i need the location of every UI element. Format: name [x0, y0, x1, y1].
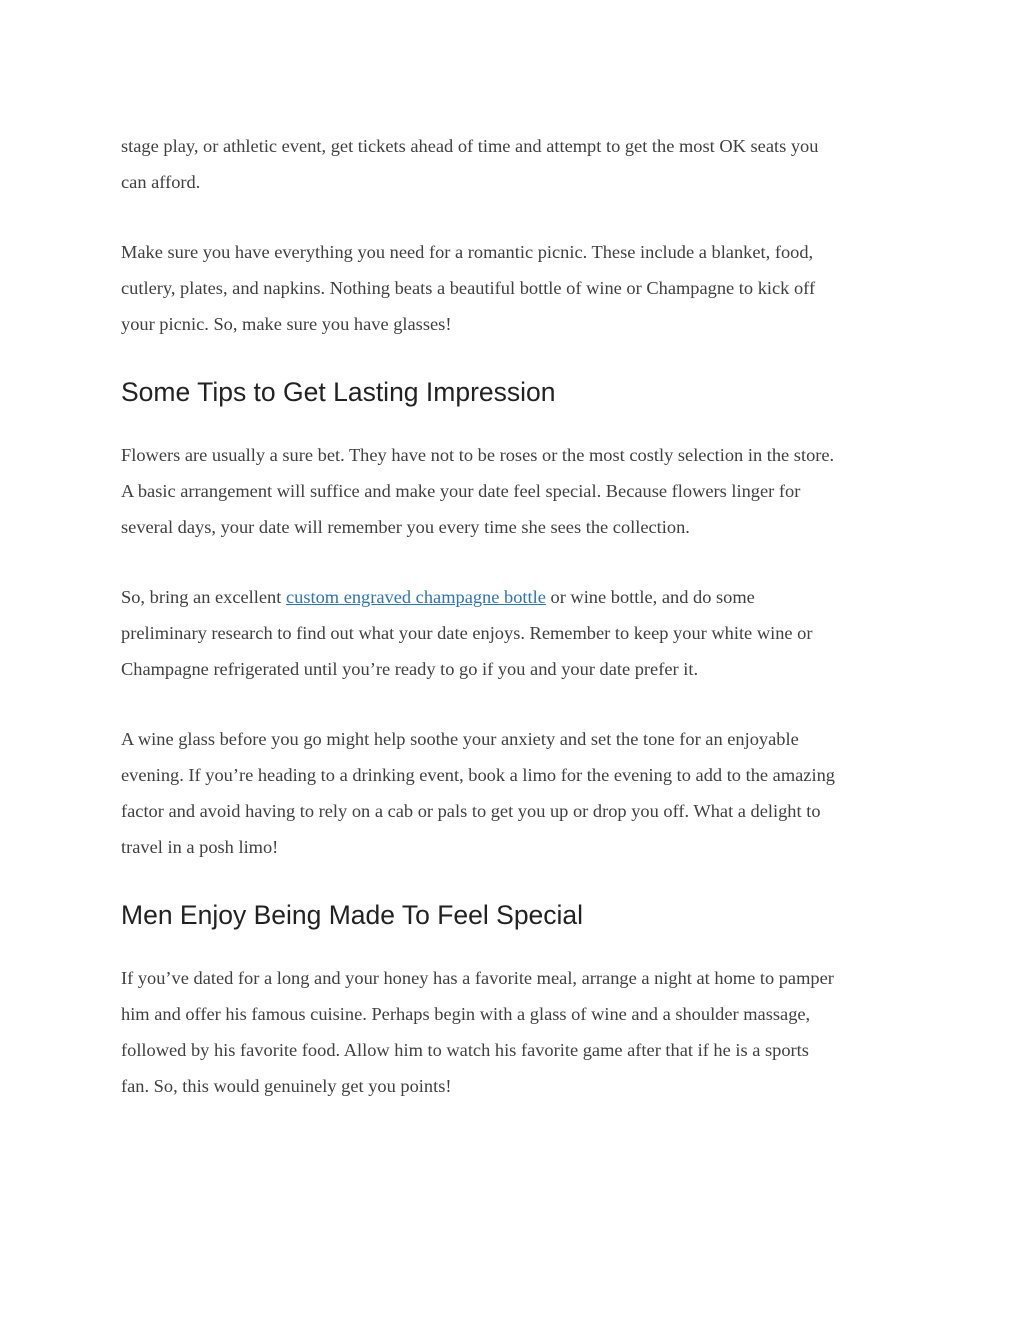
- paragraph-spacer: [121, 687, 911, 721]
- paragraph-champagne: [121, 579, 911, 687]
- text-line: fan. So, this would genuinely get you points!: [121, 1076, 452, 1096]
- text-segment: So, bring an excellent: [121, 587, 286, 607]
- text-line: preliminary research to find out what your date enjoys. Remember to keep your white wine or: [121, 623, 813, 643]
- text-line: your picnic. So, make sure you have glasses!: [121, 314, 452, 334]
- paragraph-spacer: [121, 545, 911, 579]
- heading-spacer: [121, 407, 911, 437]
- text-line: Flowers are usually a sure bet. They have not to be roses or the most costly selection in the store.: [121, 445, 835, 465]
- text-line: stage play, or athletic event, get tickets ahead of time and attempt to get the most OK seats you: [121, 136, 819, 156]
- text-line: A wine glass before you go might help soothe your anxiety and set the tone for an enjoyable: [121, 729, 799, 749]
- text-line: cutlery, plates, and napkins. Nothing beats a beautiful bottle of wine or Champagne to kick off: [121, 278, 816, 298]
- paragraph-wine-glass: [121, 721, 911, 865]
- text-line: Champagne refrigerated until you’re ready to go if you and your date prefer it.: [121, 659, 699, 679]
- heading-feel-special: Men Enjoy Being Made To Feel Special: [121, 900, 584, 930]
- document-content: [121, 128, 911, 1104]
- text-line: followed by his favorite food. Allow him to watch his favorite game after that if he is a sports: [121, 1040, 809, 1060]
- paragraph-tickets: [121, 128, 911, 200]
- text-line: [121, 579, 911, 615]
- heading-spacer: [121, 930, 911, 960]
- text-line: Make sure you have everything you need for a romantic picnic. These include a blanket, food,: [121, 242, 814, 262]
- heading-spacer: [121, 865, 911, 900]
- text-line: If you’ve dated for a long and your honey has a favorite meal, arrange a night at home to pamper: [121, 968, 834, 988]
- heading-spacer: [121, 342, 911, 377]
- text-line: A basic arrangement will suffice and make your date feel special. Because flowers linger for: [121, 481, 801, 501]
- text-line: him and offer his famous cuisine. Perhaps begin with a glass of wine and a shoulder massage,: [121, 1004, 811, 1024]
- paragraph-picnic: [121, 234, 911, 342]
- text-line: evening. If you’re heading to a drinking event, book a limo for the evening to add to the amazing: [121, 765, 835, 785]
- custom-engraved-champagne-bottle-link[interactable]: custom engraved champagne bottle: [285, 587, 546, 607]
- text-line: several days, your date will remember you every time she sees the collection.: [121, 517, 690, 537]
- paragraph-flowers: [121, 437, 911, 545]
- paragraph-spacer: [121, 200, 911, 234]
- text-line: factor and avoid having to rely on a cab or pals to get you up or drop you off. What a delight to: [121, 801, 821, 821]
- text-line: can afford.: [121, 172, 201, 192]
- heading-lasting-impression: Some Tips to Get Lasting Impression: [121, 377, 556, 407]
- text-segment: or wine bottle, and do some: [545, 587, 755, 607]
- text-line: travel in a posh limo!: [121, 837, 279, 857]
- paragraph-favorite-meal: [121, 960, 911, 1104]
